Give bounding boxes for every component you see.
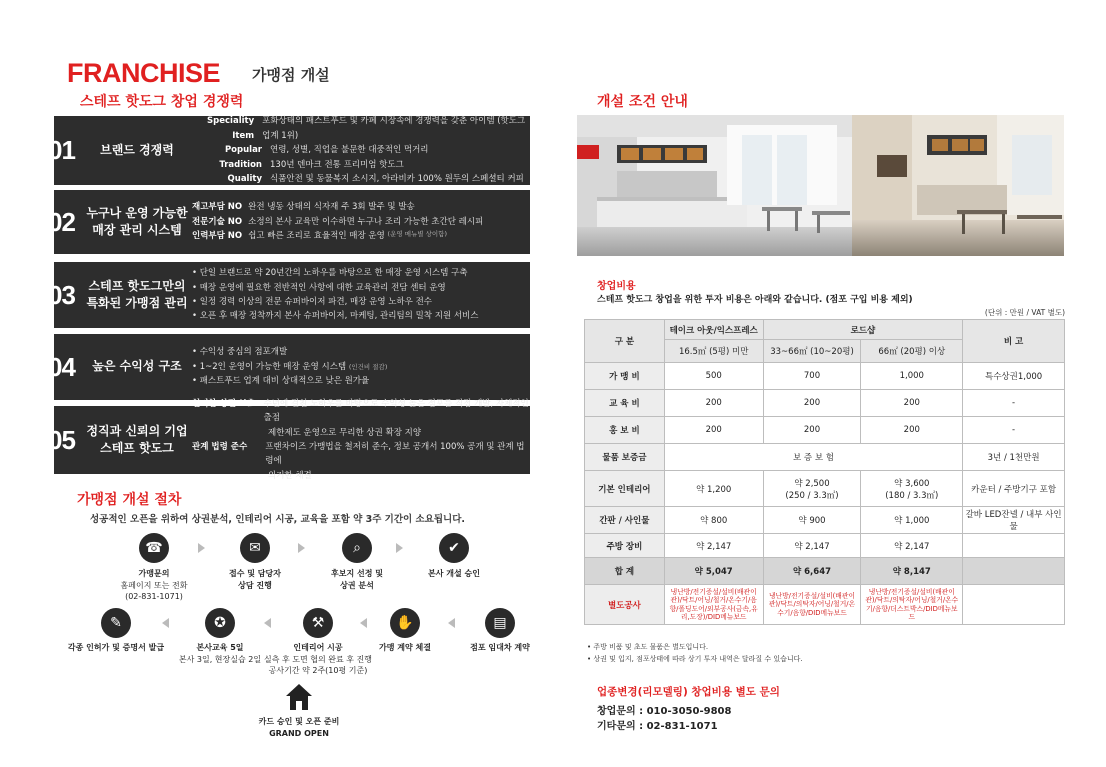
arrow-left-icon <box>162 618 169 628</box>
section-title-competitiveness: 스테프 핫도그 창업 경쟁력 <box>80 94 244 110</box>
feature-number: 04 <box>48 351 75 382</box>
feature-bullet: • 수익성 중심의 점포개발 <box>192 345 387 359</box>
table-row: 간판 / 사인물 약 800 약 900 약 1,000 갈바 LED잔넬 / 내부 사인물 <box>585 507 1065 534</box>
feature-title: 스테프 핫도그만의 특화된 가맹점 관리 <box>86 278 188 310</box>
table-header: 구 분 <box>585 320 665 363</box>
feature-bullet: • 1~2인 운영이 가능한 매장 운영 시스템 (인건비 절감) <box>192 360 387 374</box>
table-notes: • 주방 비품 및 초도 물품은 별도입니다. • 상권 및 입지, 점포상태에 따라 상기 투자 내역은 달라질 수 있습니다. <box>587 641 803 666</box>
chat-icon: ✉ <box>240 533 270 563</box>
table-row: 가 맹 비 500 700 1,000 특수상권1,000 <box>585 363 1065 390</box>
feature-title: 정직과 신뢰의 기업 스테프 핫도그 <box>86 423 188 455</box>
home-icon <box>284 682 314 712</box>
page-title: 가맹점 개설 <box>252 66 330 84</box>
table-header: 66㎡ (20평) 이상 <box>861 340 963 363</box>
section-title-conditions: 개설 조건 안내 <box>597 94 688 110</box>
arrow-left-icon <box>360 618 367 628</box>
step-label: 각종 인허가 및 증명서 발급 <box>67 643 165 652</box>
step-label: 후보지 선정 및 상권 분석 <box>331 569 383 590</box>
step-label: 접수 및 담당자 상담 진행 <box>229 569 281 590</box>
unit-note: (단위 : 만원 / VAT 별도) <box>984 308 1065 317</box>
feature-block-trust <box>48 398 530 481</box>
table-row: 물품 보증금 보 증 보 험 3년 / 1천만원 <box>585 444 1065 471</box>
feature-bullet: • 단일 브랜드로 약 20년간의 노하우를 바탕으로 한 매장 운영 시스템 구축 <box>192 266 478 280</box>
table-row: 홍 보 비 200 200 200 - <box>585 417 1065 444</box>
cost-title: 창업비용 <box>597 281 636 292</box>
feature-block-management <box>48 190 530 254</box>
feature-row: 전문기술 NO 소정의 본사 교육만 이수하면 누구나 조리 가능한 초간단 레시피 <box>192 216 484 227</box>
feature-title: 브랜드 경쟁력 <box>100 142 174 157</box>
training-icon: ✪ <box>205 608 235 638</box>
feature-title: 누구나 운영 가능한 매장 관리 시스템 <box>86 205 188 237</box>
contract-icon: ▤ <box>485 608 515 638</box>
feature-row: 관계 법령 준수 프랜차이즈 가맹법을 철저히 준수, 정보 공개서 100% 공개 및 관계 법령에 <box>192 442 525 467</box>
location-search-icon: ⌕ <box>342 533 372 563</box>
thumbs-up-icon: ✔ <box>439 533 469 563</box>
construction-icon: ⚒ <box>303 608 333 638</box>
brand-title: FRANCHISE <box>67 58 221 88</box>
arrow-right-icon <box>298 543 305 553</box>
feature-block-profitability <box>48 334 530 400</box>
table-row: 교 육 비 200 200 200 - <box>585 390 1065 417</box>
procedure-title: 가맹점 개설 절차 <box>77 492 182 508</box>
table-header: 로드샵 <box>763 320 963 340</box>
feature-title: 높은 수익성 구조 <box>92 359 182 374</box>
contact-startup: 창업문의 : 010-3050-9808 <box>597 706 732 717</box>
contact-other: 기타문의 : 02-831-1071 <box>597 721 718 732</box>
feature-row: 재고부담 NO 완전 냉동 상태의 식자재 주 3회 발주 및 발송 <box>192 202 415 213</box>
feature-row: Speciality Item 포화상태의 패스트푸드 및 카페 시장속에 경쟁력을 갖춘 아이템 (핫도그 업계 1위) <box>207 116 526 141</box>
table-header: 33~66㎡ (10~20평) <box>763 340 861 363</box>
handshake-icon: ✋ <box>390 608 420 638</box>
step-label-grand-open: 카드 승인 및 오픈 준비 GRAND OPEN <box>258 717 340 738</box>
cost-description: 스테프 핫도그 창업을 위한 투자 비용은 아래와 같습니다. (점포 구입 비용 제외) <box>597 295 913 305</box>
step-label: 가맹 계약 체결 <box>379 643 431 652</box>
arrow-left-icon <box>448 618 455 628</box>
step-label: 본사 개설 승인 <box>428 569 480 578</box>
table-header: 16.5㎡ (5평) 미만 <box>664 340 763 363</box>
step-label: 본사교육 5일 본사 3일, 현장실습 2일 <box>178 643 262 664</box>
permit-icon: ✎ <box>101 608 131 638</box>
table-row: 기본 인테리어 약 1,200 약 2,500 (250 / 3.3㎡) 약 3,600 (180 / 3.3㎡) 카운터 / 주방기구 포함 <box>585 471 1065 507</box>
feature-row: 인력부담 NO 쉽고 빠른 조리로 효율적인 매장 운영 (운영 메뉴별 상이함) <box>192 230 447 242</box>
table-row-total: 합 계 약 5,047 약 6,647 약 8,147 <box>585 558 1065 585</box>
step-label: 점포 임대차 계약 <box>470 643 530 652</box>
feature-number: 05 <box>48 424 75 455</box>
feature-row: 의거한 체결 <box>268 470 312 481</box>
feature-row: 철저한 상권 보호 수년에 걸친 노하우를 바탕으로 수익성 높은 점포를 직접 개발, 자체적인 출점 <box>192 398 529 424</box>
feature-bullet: • 패스트푸드 업계 대비 상대적으로 낮은 원가율 <box>192 374 387 388</box>
table-row: 주방 장비 약 2,147 약 2,147 약 2,147 <box>585 534 1065 558</box>
feature-number: 03 <box>48 279 75 310</box>
feature-row: Popular 연령, 성별, 직업을 불문한 대중적인 먹거리 <box>224 145 429 156</box>
feature-number: 02 <box>48 206 75 237</box>
feature-bullet: • 매장 운영에 필요한 전반적인 사항에 대한 교육관리 전담 센터 운영 <box>192 281 478 295</box>
contact-title: 업종변경(리모델링) 창업비용 별도 문의 <box>597 686 780 698</box>
feature-block-brand <box>48 116 530 185</box>
feature-row: 제한제도 운영으로 무리한 상권 확장 지양 <box>268 427 422 438</box>
arrow-left-icon <box>264 618 271 628</box>
feature-row: Tradition 130년 덴마크 전통 프리미엄 핫도그 <box>219 159 404 170</box>
table-header: 테이크 아웃/익스프레스 <box>664 320 763 340</box>
table-header: 비 고 <box>963 320 1065 363</box>
table-row-extra: 별도공사 냉난방/전기증설/설비(배관이관)/닥트/어닝/철거/온수기/음향/폴딩도어/외부공사(금속,유리,도장)/DID메뉴보드 냉난방/전기증설/설비(배관이관)/닥트/의탁자/어닝/철거/온수기/음향/DID메뉴보드 냉난방/전기증설/설비(배관이관)/닥트/의탁자/어닝/철거/온수기/음향/더스트박스/DID메뉴보드 <box>585 585 1065 625</box>
step-label: 인테리어 시공 실측 후 도면 협의 완료 후 진행 공사기간 약 2주(10평 기준) <box>264 643 372 676</box>
arrow-right-icon <box>396 543 403 553</box>
feature-row: Quality 식품안전 및 동물복지 소시지, 아라비카 100% 원두의 스페셜티 커피 <box>227 174 524 185</box>
feature-number: 01 <box>48 135 75 165</box>
phone-icon: ☎ <box>139 533 169 563</box>
step-label: 가맹문의 홈페이지 또는 전화 (02-831-1071) <box>120 569 188 602</box>
feature-bullet: • 오픈 후 매장 정착까지 본사 슈퍼바이저, 마케팅, 관리팀의 밀착 지원 서비스 <box>192 309 478 323</box>
arrow-right-icon <box>198 543 205 553</box>
procedure-description: 성공적인 오픈을 위하여 상권분석, 인테리어 시공, 교육을 포함 약 3주 기간이 소요됩니다. <box>90 514 466 525</box>
store-interior-photo <box>577 115 1064 256</box>
feature-bullet: • 일정 경력 이상의 전문 슈퍼바이저 파견, 매장 운영 노하우 전수 <box>192 295 478 309</box>
cost-table <box>584 319 1065 625</box>
feature-block-special-management <box>48 262 530 328</box>
